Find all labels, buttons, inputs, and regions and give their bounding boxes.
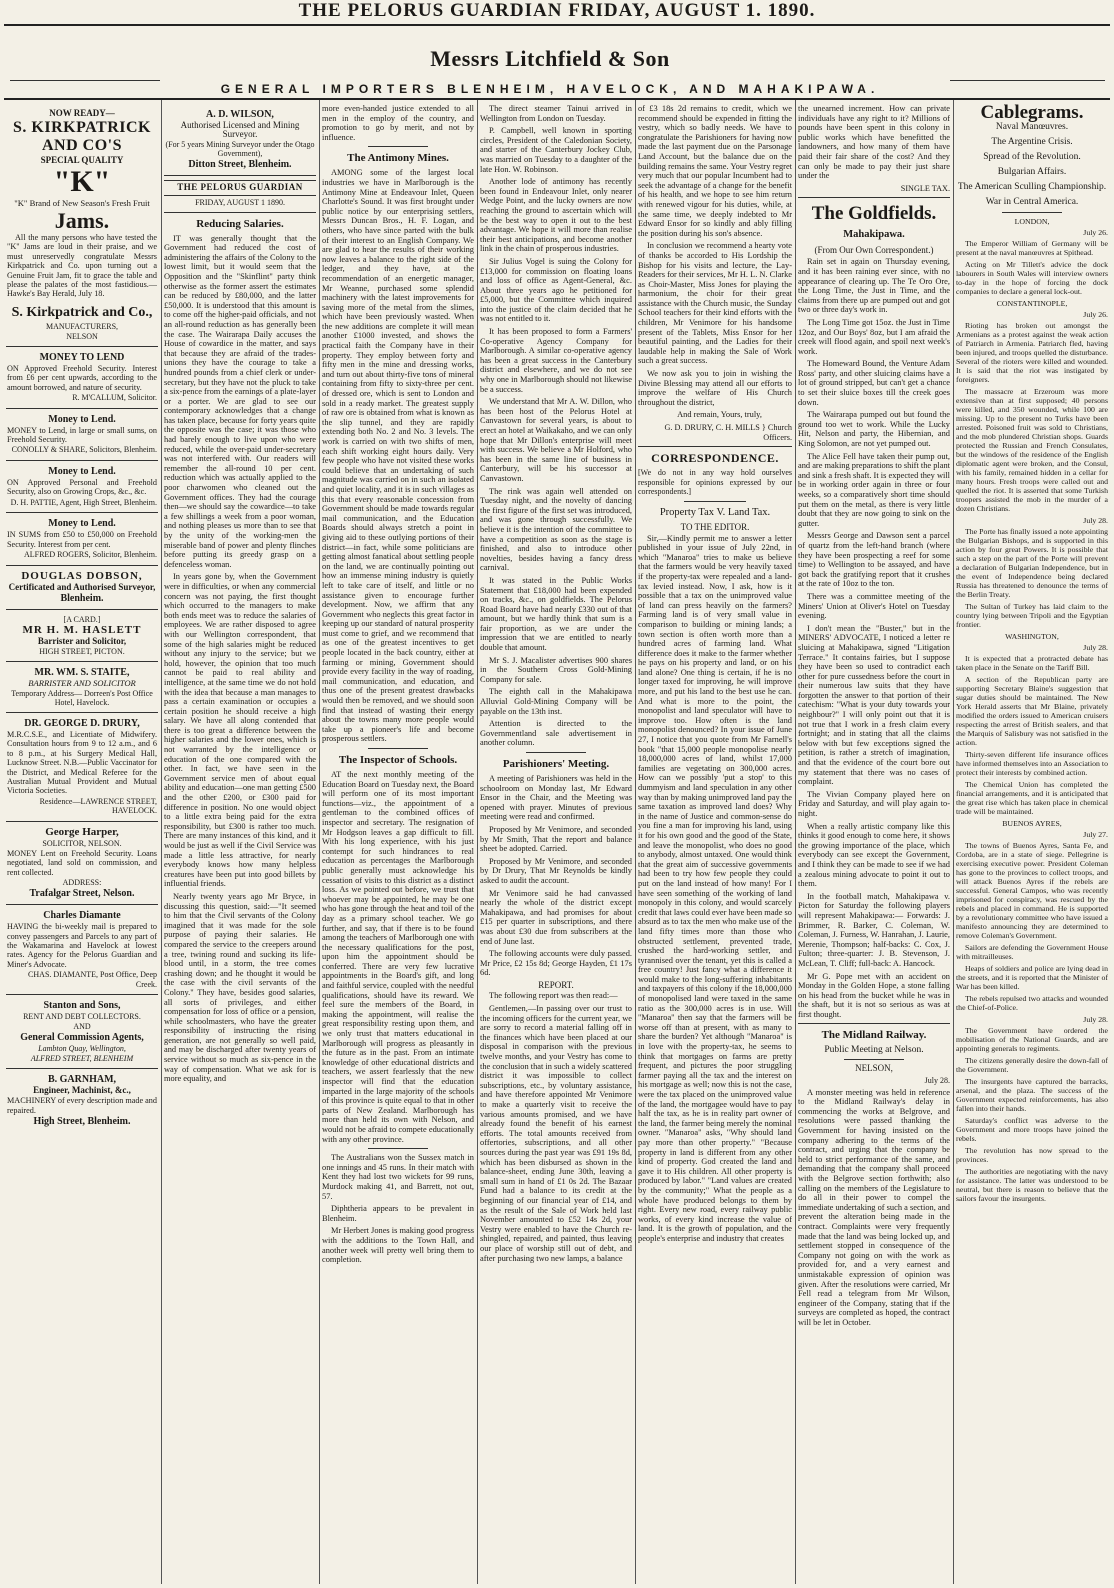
- column-6: [798, 104, 950, 1584]
- ad-title: Money to Lend.: [48, 413, 116, 425]
- cable-subheading: Bulgarian Affairs.: [997, 166, 1067, 177]
- paragraph: The Wairarapa pumped out but found the ground too wet to work. While the Lucky Hit, Nelson and party, the Hibernian, and King Solomon, are not yet pumped out.: [798, 410, 950, 449]
- column-rule: [477, 100, 478, 1584]
- paragraph: the unearned increment. How can private individuals have any right to it? Millions of pounds have been spent in this colony in public works which have benefitted the landowners, and how many of them have paid their fair share of the cost? And they can only be made to pay their just share under the: [798, 104, 950, 181]
- paragraph: The following report was then read:—: [489, 991, 618, 1001]
- ad-body: M.R.C.S.E., and Licentiate of Midwifery. Consultation hours from 9 to 12 a.m., and 6 to 8 p.m., at his Surgery Medical Hall, Lucknow Street. N.B.—Public Vaccinator for the District, and Medical Referee for the Australian Mutual Provident and Mutual Victoria Societies.: [7, 729, 157, 796]
- ad-signature: CHAS. DIAMANTE, Post Office, Deep Creek.: [28, 970, 157, 989]
- paragraph: There was a committee meeting of the Miners' Union at Oliver's Hotel on Tuesday evening.: [798, 591, 950, 621]
- kirkpatrick-company: S. Kirkpatrick and Co.,: [11, 304, 153, 320]
- advertisement-banner: [150, 46, 950, 96]
- article-heading-antimony: The Antimony Mines.: [347, 152, 449, 165]
- ad-title: Charles Diamante: [43, 910, 121, 922]
- ad-title: A. D. WILSON,: [206, 109, 274, 120]
- column-3: [322, 104, 474, 1584]
- kirkpatrick-firm: S. KIRKPATRICK AND CO'S: [13, 119, 151, 154]
- paragraph: The Emperor William of Germany will be present at the naval manœuvres at Spithead.: [956, 238, 1108, 257]
- letter-heading-property-tax: Property Tax V. Land Tax.: [659, 506, 771, 518]
- ad-title: Money to Lend.: [48, 518, 116, 530]
- ad-body: HAVING the bi-weekly mail is prepared to convey passengers and Parcels to any part of the Wakamarina and Havelock at lowest rates. Agency for the Pelorus Guardian and Miner's Advocate.: [7, 922, 157, 969]
- kirkpatrick-advertisement: [6, 104, 158, 347]
- to-the-editor: TO THE EDITOR.: [680, 521, 750, 532]
- paragraph: The Sultan of Turkey has laid claim to the country lying between Tripoli and the Egyptian frontier.: [956, 601, 1108, 629]
- paragraph: The Homeward Bound, the Venture Adam Ross' party, and other sluicing claims have a lot of ground stripped, but can't get a chance to set their sluice boxes till the creek goes down.: [798, 359, 950, 407]
- paragraph: Thirty-seven different life insurance offices have informed themselves into an Association to protect their interests by combined action.: [956, 749, 1108, 777]
- paragraph: Sailors are defending the Government House with mitrailleuses.: [956, 942, 1108, 961]
- paragraph: The rebels repulsed two attacks and wounded the Chief-of-Police.: [956, 993, 1108, 1012]
- ad-title: MR H. M. HASLETT: [22, 623, 142, 636]
- cable-subheading: Spread of the Revolution.: [983, 151, 1081, 162]
- ad-signature: HIGH STREET, PICTON.: [39, 646, 125, 656]
- column-rule: [161, 100, 162, 1584]
- paragraph: Saturday's conflict was adverse to the Government and more troops have joined the rebels.: [956, 1115, 1108, 1143]
- ad-body: Authorised Licensed and Mining Surveyor.: [180, 120, 300, 139]
- ad-address-label: ADDRESS:: [62, 878, 102, 888]
- paragraph: Heaps of soldiers and police are lying dead in the streets, and it is reported that the Minister of War has been killed.: [956, 963, 1108, 991]
- paragraph: The following accounts were duly passed. Mr Price, £2 15s 8d; George Hayden, £1 17s 6d.: [480, 949, 632, 978]
- ad-body: General Commission Agents,: [20, 1032, 144, 1044]
- ad-signature: Temporary Address— Dorreen's Post Office Hotel, Havelock.: [11, 688, 153, 707]
- paragraph: The Government have ordered the mobilisation of the National Guards, and are appointing generals to regiments.: [956, 1025, 1108, 1053]
- ad-address-1: Lambton Quay, Wellington,: [38, 1044, 126, 1054]
- paragraph: The Chemical Union has completed the financial arrangements, and it is anticipated that the great rise which has taken place in chemical trade will be maintained.: [956, 779, 1108, 816]
- masthead-rule: [4, 24, 1110, 26]
- harper-advertisement: [6, 822, 158, 905]
- ad-address-2: ALFRED STREET, BLENHEIM: [30, 1054, 134, 1064]
- ad-signature: Blenheim.: [60, 592, 104, 604]
- article-heading-inspector: The Inspector of Schools.: [338, 754, 458, 766]
- paragraph: The Long Time got 15oz. the Just in Time 12oz, and Our Boys' 8oz, but I am afraid the creek will flood again, and spoil next week's work.: [798, 317, 950, 356]
- paper-name-heading: THE PELORUS GUARDIAN: [164, 180, 316, 196]
- rogers-advertisement: [6, 513, 158, 565]
- ad-body: Certificated and Authorised Surveyor,: [8, 581, 156, 592]
- paragraph: Sir,—Kindly permit me to answer a letter published in your issue of July 22nd, in which "Manaroa" tries to make us believe that the farmers would be very heavily taxed if the property-tax were repealed and a land-tax levied instead. Now, I ask, how is it possible that a tax on the unimproved value of land can press heavily on the farmers? Farming land is of very small value in comparison to building or mining lands; a town section is often worth more than a hundred acres of farming land. What difference does it make to the farmer whether he pays on his property and land, or on his land alone? One thing is certain, if he is no longer taxed for improving, he will improve more, and put his land to the best use he can. And what is more to the point, the monopolist and land speculator will have to improve too. How often is the land monopolist denounced? In your issue of June 27, I notice that you quote from Mr Farnell's book "that 15,000 people monopolise nearly 18,000,000 acres of land, whilst 17,000 families are vegetating on 300,000 acres. How can we possibly 'put a stop' to this dummyism and land speculation in any other way than by making unimproved land pay the same taxation as improved land does? Why in the name of Justice and common-sense do you fine a man for improving his land, using it for his own good and the good of the State, and leave the monopolist, who does no good to anybody, almost untaxed. One would think that the great aim of successive governments had been to try how few people they could put on the land instead of how many! For I have seen something of the working of land monopoly in this colony, and would scarcely credit that laws could ever have been made so absurd as to tax the men who make use of the land fifty times more than those who obstructed settlement, prevented trade, crushed the hard-working settler, and tyrannised over the tenant, yet this is called a free country! Just fancy what a difference it would make to the long-suffering inhabitants and taxpayers of this colony if the 18,000,000 of monopolised land were taxed in the same ratio as the 300,000 acres is in use. Will "Manaroa" then say that the farmers will be worse off than at present, with as many to share the burden? Yet although "Manaroa" is in love with the property-tax, he seems to think that mortgages on farms are pretty frequent, and pictures the poor struggling farmer paying all the tax and the interest on his mortgage as well; now this is not the case, were the tax placed on the unimproved value of the land, the mortgagee would have to pay half the tax, as he is in reality part owner of the land, the farmer being merely the nominal owner. "Manaroa" asks, "Why should land pay more than other property." "Because property in land is different from any other kind of property. God created the land and gave it to His children. All other property is produced by labor." "Land values are created by the community;" What the people as a whole have produced belongs to them by right. Every new road, every railway public works, of every kind increase the value of land. It is the growth of population, and the people's enterprise and industry that creates: [638, 533, 792, 1243]
- paragraph: AMONG some of the largest local industries we have in Marlborough is the Antimony Mine at Endeavour Inlet, Queen Charlotte's Sound. It was first brought under public notice by our enterprising settlers, Messrs Duncan Bros., H. F. Logan, and others, who have since parted with the bulk of their interest to an English Company. We are glad to hear the results of their working now leaves a balance to the right side of the ledger, and they have, at the recommendation of an energetic manager, Mr Weanne, purchased some splendid machinery with the latest improvements for saving more of the metal from the slimes, which have been previously wasted. When the new additions are complete it will mean another £1000 invested, and shows the practical faith the Company have in their property. They employ between forty and fifty men in the mine and dressing works, and turn out about thirty-five tons of mineral containing from fifty to sixty-three per cent. of dressed ore, which is sent to London and sold in a ready market. The greatest supply of raw ore is obtained from what is known as the slip tunnel, and they are rapidly extending both No. 2 and No. 3 levels. The work is carried on with two shifts of men, each shift working eight hours daily. Very few people who have not visited these works could believe that an undertaking of such magnitude was carried on in such an isolated and quiet locality, and it is in such villages as this that every reasonable concession from Government should be made towards regular mail communication, and the Education Boards should always stretch a point in giving aid to these outlying portions of their district—in fact, while some politicians are getting almost fanatical about settling people on the land, we are continually pointing out how an immense mining industry is quietly left to take care of itself, and little or no assistance given to encourage further development. Now, we affirm that any Government who neglects this great factor in keeping up our standard of natural prosperity must come to grief, and we recommend that as one of the greatest incentives to get people located in the back country, either at farming or mining, Government should provide every facility in the way of roading, mail communication, and education, and thus one of the present greatest drawbacks would then be removed, and we should soon find that instead of wasting their energy about the towns many more people would take up a pioneer's life and become prosperous settlers.: [322, 168, 474, 744]
- paragraph: The direct steamer Tainui arrived in Wellington from London on Tuesday.: [480, 104, 632, 123]
- ad-signature: Trafalgar Street, Nelson.: [29, 888, 135, 900]
- church-officers-signature: G. D. DRURY, C. H. MILLS } Church Officers.: [664, 423, 792, 442]
- paragraph: Mr S. J. Macalister advertises 900 shares in the Southern Cross Gold-Mining Company for sale.: [480, 655, 632, 684]
- column-rule: [795, 100, 796, 1584]
- ad-note: (For 5 years Mining Surveyor under the Otago Government),: [165, 140, 315, 158]
- ad-signature: Residence—LAWRENCE STREET, HAVELOCK.: [39, 796, 157, 816]
- article-heading-reducing-salaries: Reducing Salaries.: [196, 217, 284, 230]
- paragraph: The citizens generally desire the down-fall of the Government.: [956, 1055, 1108, 1074]
- manufacturers: MANUFACTURERS,: [45, 321, 119, 331]
- banner-dash-left: [10, 80, 160, 81]
- ad-subtitle: Engineer, Machinist, &c.,: [33, 1085, 131, 1096]
- paragraph: Acting on Mr Tillett's advice the dock labourers in South Wales will interview owners to-day in the hope of forcing the dock companies to declare a general lock-out.: [956, 259, 1108, 296]
- paragraph: Rioting has broken out amongst the Armenians as a protest against the weak action of Patriarch in Armenia. Patriarch fled, having been injured, and troops quelled the disturbance. Several of the rioters were killed and wounded. It is said that the riot was instigated by foreigners.: [956, 320, 1108, 384]
- cable-subheading: War in Central America.: [985, 196, 1079, 207]
- ad-signature: D. H. PATTIE, Agent, High Street, Blenheim.: [10, 497, 157, 507]
- conolly-share-advertisement: [6, 409, 158, 461]
- own-correspondent: (From Our Own Correspondent.): [814, 245, 934, 256]
- paragraph: Attention is directed to the Governmentland sale advertisement in another column.: [480, 719, 632, 748]
- correspondence-heading: CORRESPONDENCE.: [651, 451, 779, 466]
- article-heading-parishioners: Parishioners' Meeting.: [502, 758, 610, 770]
- paragraph: The massacre at Erzeroum was more extensive than at first supposed; 40 persons were killed, and 350 wounded, while 100 are missing. Up to the present no Turks have been arrested. Poisoned fruit was sold to Christians, and the mob plundered Christian shops. Guards protected the Russian and French Consulates, but the windows of the residence of the English diplomatic agent were broken, and the Consul, with his family, remained hidden in a cellar for many hours. Fresh troops were called out and quelled the riot. It is asserted that some Turkish troopers assisted the mob in the murder of a dozen Christians.: [956, 386, 1108, 513]
- paragraph: Gentlemen,—In passing over our trust to the incoming officers for the current year, we are sorry to record a material falling off in the finances which have been placed at our disposal in comparison with the previous twelve months, and your Vestry has come to the conclusion that in such a widely scattered district it was impossible to collect subscriptions, etc., by voluntary assistance, and have therefore appointed Mr Venimore to make a quarterly visit to receive the various amounts promised, and we have already found the benefit of his earnest efforts. The total amounts received from offertories, subscriptions, and all other sources during the past year was £91 19s 8d, which has been disbursed as shown in the balance-sheet, ending June 30th, leaving a small sum in hand of £1 0s 2d. The Bazaar Fund had a balance to its credit at the beginning of our financial year of £14, and as the result of the Sale of Work held last November amounted to £52 14s 2d, your Vestry were enabled to have the Church re-shingled, repaired, and painted, thus leaving our place of worship still out of debt, and after purchasing two new lamps, a balance: [480, 1004, 632, 1263]
- dateline-date: July 26.: [1083, 309, 1108, 319]
- paragraph: IT was generally thought that the Government had reduced the cost of administering the affairs of the Colony to the lowest limit, but it would seem that the Opposition and the "Skinflint" party think otherwise as the former assert the estimates can be reduced by £80,000, and the latter £50,000. It is understood that this amount is to come off the higher-paid officials, and not an all-round reduction as has generally been the case. The Wairarapa Daily accuses the House of cowardice in the matter, and says that because they are afraid of the trades-unions they have the courage to take a hundred pounds from a chief clerk or under-secretary, but they have not the pluck to take a six-pence from the earnings of a plate-layer or a porter. We are glad to see our contemporary acknowledges that a change has taken place, because for forty years quite the opposite was the case; it was those who had barely enough to live upon who were reduced, while the over-paid under-secretary was not interfered with. Our readers will remember the all-round 10 per cent. reduction which was actually applied to the poor charwomen who cleaned out the Government offices. They had the courage then—we should say the cowardice—to take a few shillings a week from a poor woman, and nothing pleases us more than to see that by the unity of the working-men the miserable band of power and plenty flinches before putting its greedy grasp on a defenceless woman.: [164, 233, 316, 569]
- ad-body: MACHINERY of every description made and repaired.: [7, 1096, 157, 1115]
- banner-rule: [4, 98, 1110, 100]
- dobson-advertisement: [6, 566, 158, 610]
- paragraph: The eighth call in the Mahakipawa Alluvial Gold-Mining Company will be payable on the 13th inst.: [480, 687, 632, 716]
- column-7-cablegrams: [956, 104, 1108, 1584]
- paragraph: Proposed by Mr Venimore, and seconded by Mr Smith, That the report and balance sheet be adopted. Carried.: [480, 824, 632, 854]
- column-rule: [635, 100, 636, 1584]
- dateline-date: July 27.: [1083, 829, 1108, 839]
- midland-railway-heading: The Midland Railway.: [821, 1029, 927, 1042]
- paragraph: A section of the Republican party are supporting Secretary Blaine's suggestion that sugar duties should be maintained. The New York Herald asserts that Mr Blaine, privately modified the orders issued to American cruisers respecting the arrest of British sealers, and that the Marquis of Salisbury was not satisfied in the action.: [956, 674, 1108, 747]
- wilson-advertisement: [164, 104, 316, 176]
- diamante-advertisement: [6, 905, 158, 995]
- column-1-advertisements: [6, 104, 158, 1584]
- ad-title: MONEY TO LEND: [39, 351, 125, 363]
- dateline-date: July 28.: [1083, 642, 1108, 652]
- paragraph: We understand that Mr A. W. Dillon, who has been host of the Pelorus Hotel at Canvastown for several years, is about to erect an hotel at Waikakaho, and we can only hope that Mr Dillon's enterprise will meet with success. We believe a Mr Holford, who has been in the same line of business in Canterbury, will be his successor at Canvastown.: [480, 397, 632, 483]
- paragraph: The Alice Fell have taken their pump out, and are making preparations to shift the plant and sink a fresh shaft. It is expected they will be in working order again in three or four weeks, so a comparatively short time should put them on the metal, as there is very little doubt that they are now going to sink on the gutter.: [798, 451, 950, 528]
- ad-title: DOUGLAS DOBSON,: [21, 569, 143, 582]
- ad-signature: Ditton Street, Blenheim.: [188, 159, 292, 170]
- ad-card-label: [A CARD.]: [63, 614, 101, 624]
- paragraph: It is expected that a protracted debate has taken place in the Senate on the Tariff Bill.: [956, 653, 1108, 672]
- ad-body: IN SUMS from £50 to £50,000 on Freehold Security. Interest from per cent.: [7, 530, 157, 549]
- ad-title: DR. GEORGE D. DRURY,: [24, 717, 140, 729]
- rule: [368, 1148, 429, 1149]
- ad-title: George Harper,: [45, 825, 119, 838]
- column-5: [638, 104, 792, 1584]
- cable-subheading: Naval Manœuvres.: [995, 121, 1069, 132]
- paragraph: Sir Julius Vogel is suing the Colony for £13,000 for commission on floating loans and loss of office as Agent-General, &c. About three years ago he petitioned for £5,000, but the Committee which inquired into the justice of the claim decided that he was not entitled to it.: [480, 256, 632, 324]
- ad-body: Barrister and Solicitor,: [37, 635, 127, 646]
- paragraph: Messrs George and Dawson sent a parcel of quartz from the left-hand branch (where they have been prospecting a reef for some time) to Wellington to be assayed, and have got back the gratifying report that it crushes at the rate of 10oz to the ton.: [798, 531, 950, 589]
- ad-signature: CONOLLY & SHARE, Solicitors, Blenheim.: [11, 445, 157, 455]
- rule: [1002, 212, 1063, 213]
- ad-title: Money to Lend.: [48, 466, 116, 478]
- ad-title: MR. WM. S. STAITE,: [34, 666, 130, 678]
- staite-advertisement: [6, 662, 158, 713]
- paragraph: In conclusion we recommend a hearty vote of thanks be accorded to His Lordship the Bishop for his visits and lecture, the Lay-Readers for their services, Mr H. L. N. Clarke as Choir-Master, Miss Jones for playing the harmonium, the choir for their great assistance with the Church music, the Sunday School teachers for their kind efforts with the children, Mr Venimore for his handsome present of the Tablets, Miss Ensor for her beautiful painting, and the Ladies for their laudable help in making the Sale of Work such a great success.: [638, 241, 792, 366]
- dateline-place: NELSON,: [855, 1063, 893, 1074]
- ad-signature: High Street, Blenheim.: [33, 1116, 131, 1128]
- dateline-place: WASHINGTON,: [1005, 631, 1059, 641]
- jams-heading: Jams.: [54, 208, 110, 233]
- rule: [844, 1059, 905, 1060]
- rule: [368, 748, 429, 749]
- ad-and: AND: [73, 1022, 91, 1032]
- jams-blurb: All the many persons who have tested the "K" Jams are loud in their praise, and we must unreservedly congratulate Messrs Kirkpatrick and Co. upon turning out a Genuine Fruit Jam, fit to grace the table and please the palates of the most fastidious.—Hawke's Bay Herald, July 18.: [7, 233, 157, 299]
- column-4: [480, 104, 632, 1584]
- ad-body: ON Approved Freehold Security. Interest from £6 per cent upwards, according to the amount borrowed, and nature of security.: [7, 363, 157, 392]
- paragraph: of £3 18s 2d remains to credit, which we recommend should be expended in fitting the vestry, which so badly needs. We have to congratulate the Parishioners for having now made the last payment due on the Parsonage Land Account, but the balance due on the building remains the same. Your Vestry regret very much that our popular Incumbent had to seek the advantage of a change for the benefit of his health, and we hope to see him return with renewed vigour for his duties, while, at the same time, we deeply indebted to Mr Edward Ensor for so kindly and ably filling the position during his son's absence.: [638, 104, 792, 238]
- garnham-advertisement: [6, 1069, 158, 1132]
- paragraph: Proposed by Mr Venimore, and seconded by Dr Drury, That Mr Reynolds be kindly asked to audit the account.: [480, 856, 632, 885]
- paragraph: It has been proposed to form a Farmers' Co-operative Agency Company for Marlborough. A similar co-operative agency has been a great success in the Canterbury district and elsewhere, and we do not see why one in Marlborough should not likewise be a success.: [480, 327, 632, 394]
- k-brand-mark: "K": [53, 165, 111, 198]
- ad-signature: ALFRED ROGERS, Solicitor, Blenheim.: [23, 550, 157, 560]
- mccallum-advertisement: [6, 347, 158, 409]
- cable-subheading: The Argentine Crisis.: [991, 136, 1073, 147]
- dateline-date: July 28.: [1083, 515, 1108, 525]
- paragraph: Rain set in again on Thursday evening, and it has been raining ever since, with no appearance of clearing up. The Te Oro Ore, the Long Time, the Just in Time, and the claims from there up are pumped out and got two or three day's work in.: [798, 257, 950, 315]
- rule: [638, 446, 792, 447]
- ad-title: Stanton and Sons,: [43, 1000, 121, 1012]
- dateline-place: LONDON,: [1014, 216, 1050, 226]
- ad-body: ON Approved Personal and Freehold Security, also on Growing Crops, &c., &c.: [7, 478, 157, 497]
- midland-subheading: Public Meeting at Nelson.: [824, 1045, 924, 1056]
- paragraph: more even-handed justice extended to all men in the employ of the country, and promotion to go by merit, and not by influence.: [322, 104, 474, 142]
- paragraph: Mr G. Pope met with an accident on Monday in the Golden Hope, a stone falling on his head from the bucket while he was in the shaft, but it is not so serious as was at first thought.: [798, 971, 950, 1019]
- single-tax-signature: SINGLE TAX.: [900, 183, 950, 193]
- rule: [684, 501, 746, 502]
- column-2: [164, 104, 316, 1584]
- rule: [526, 752, 587, 753]
- drury-advertisement: [6, 713, 158, 822]
- dateline-date: July 28.: [1083, 1014, 1108, 1024]
- dateline-place: CONSTANTINOPLE,: [996, 298, 1068, 308]
- paragraph: Mr Herbert Jones is making good progress with the additions to the Town Hall, and another week will pretty well bring them to completion.: [322, 1226, 474, 1265]
- nelson: NELSON: [66, 331, 98, 341]
- paragraph: Mr Venimore said he had canvassed nearly the whole of the district except Mahakipawa, and had promises for about £15 per quarter in subscriptions, and there was about £30 due from subscribers at the end of June last.: [480, 888, 632, 946]
- paragraph: It was stated in the Public Works Statement that £18,000 had been expended on tracks, &c., on goldfields. The Pelorus Road Board have had nearly £330 out of that amount, but we hardly think that sum is a fair proportion, as we are under the impression that we are entitled to nearly double that amount.: [480, 575, 632, 653]
- dateline-date: July 28.: [924, 1076, 950, 1086]
- paragraph: The Vivian Company played here on Friday and Saturday, and will play again to-night.: [798, 789, 950, 818]
- dateline-place: BUENOS AYRES,: [1002, 818, 1062, 828]
- paragraph: Nearly twenty years ago Mr Bryce, in discussing this question, said:—"It seemed to him that the Civil servants of the Colony imagined that it was made for the sole purpose of paying their salaries. He compared the service to the creepers around a tree, twining round and sucking its life-blood until, in a storm, the tree comes crashing down; and he thought it would be the case with the civil servants of the Colony." They have, besides good salaries, all sorts of privileges, and either compensation for loss of office or a pension, while schoolmasters, who have the greater responsibility of instructing the rising generation, are not generally so well paid, and may be discharged after twenty years of service without so much as six-pence in the way of compensation. What we ask for is more equality, and: [164, 891, 316, 1084]
- rule: [798, 1023, 950, 1024]
- dateline-date: July 26.: [1083, 227, 1108, 237]
- paragraph: The rink was again well attended on Tuesday night, and the novelty of dancing the first figure of the first set was introduced, and was gone through successfully. We believe it is the intention of the committee to have a competition as soon as the stage is finished, and also to introduce other novelties, besides having a fancy dress carnival.: [480, 486, 632, 573]
- stanton-advertisement: [6, 995, 158, 1069]
- paragraph: Diphtheria appears to be prevalent in Blenheim.: [322, 1204, 474, 1223]
- masthead: THE PELORUS GUARDIAN FRIDAY, AUGUST 1. 1890.: [298, 0, 816, 21]
- paragraph: Another lode of antimony has recently been found in Endeavour Inlet, only nearer Wedge Point, and the lucky owners are now reaching the ground to ascertain which will be the best way to open it out to the best advantage. We hope it will more than realise their best anticipations, and become another link in the chain of prosperous industries.: [480, 177, 632, 254]
- ad-title: B. GARNHAM,: [47, 1074, 117, 1086]
- paragraph: AT the next monthly meeting of the Education Board on Tuesday next, the Board will perform one of its most important functions—viz., the appointment of a gentleman to the combined offices of inspector and secretary. The resignation of Mr Hodgson leaves a gap difficult to fill. With his long experience, with his just contempt for such hindrances to real education as percentages the Marlborough public generally must acknowledge his cessation of visits to this district as a distinct loss. As we pointed out before, we trust that whoever may be appointed, he may be one who has gone through the heat and toil of the day as a primary school teacher. We go further, and say, that if there is to be found among the teachers of Marlborough one with the necessary qualifications for the post, upon him the appointment should be conferred. There are very few lucrative appointments in the Board's gift, and long and faithful service, coupled with the needful qualifications, should have its reward. We feel sure the members of the Board, in making the appointment, will realise the great responsibility resting upon them, and we only trust that matters educational in Marlborough will progress as pleasantly in the future as in the past. From an intimate knowledge of other educational districts and teachers, we assert fearlessly that the new inspector will find that the education imparted in the large majority of the schools of this province is quite equal to that in other parts of New Zealand. Marlborough has more than held its own with Nelson, and would not be afraid to compete educationally with any other province.: [322, 770, 474, 1144]
- column-rule: [319, 100, 320, 1584]
- paragraph: P. Campbell, well known in sporting circles, President of the Caledonian Society, and starter of the Canterbury Jockey Club, was married on Tuesday to a daughter of the late Hon. W. Robinson.: [480, 126, 632, 174]
- pattie-advertisement: [6, 461, 158, 513]
- goldfields-heading: The Goldfields.: [811, 203, 937, 225]
- paragraph: I don't mean the "Buster," but in the MINERS' ADVOCATE, I noticed a letter re sluicing at Mahakipawa, signed "Litigation Terrace." It contains fairies, but I suppose they have been so used to contradict each other for pure cussedness before the court in their numerous law suits that they have forgotten the answer to that portion of their catechism: "What is your duty towards your neighbour?" I will only point out that it is not true that I work in a fresh claim every fortnight; and in stating that all the claims below with but few exceptions signed the petition, is rather a stretch of imagination, and that the evidence of the court bore out my statement that there was no cases of complaint.: [798, 623, 950, 787]
- column-rule: [953, 100, 954, 1584]
- rule: [164, 212, 316, 213]
- paragraph: The Porte has finally issued a note appointing the Bulgarian Bishops, and is supported in this action by four great Powers. It is possible that such a step on the part of the Porte will prevent a declaration of Bulgarian Independence, but in the event of Independence being declared Russia has threatened to denounce the terms of the Berlin Treaty.: [956, 526, 1108, 599]
- paragraph: The Australians won the Sussex match in one innings and 45 runs. In their match with Kent they had lost two wickets for 99 runs, Murdock making 41, and Barrett, not out, 57.: [322, 1153, 474, 1201]
- banner-line: GENERAL IMPORTERS BLENHEIM, HAVELOCK, AND MAHAKIPAWA.: [220, 82, 880, 96]
- paragraph: And remain, Yours, truly,: [677, 410, 762, 420]
- rule: [368, 146, 429, 147]
- ad-signature: R. M'CALLUM, Solicitor.: [72, 393, 157, 403]
- haslett-advertisement: [6, 610, 158, 662]
- special-quality: SPECIAL QUALITY: [40, 155, 124, 165]
- cable-subheading: The American Sculling Championship.: [957, 181, 1107, 192]
- cablegrams-heading: Cablegrams.: [980, 104, 1084, 123]
- rule: [798, 197, 950, 198]
- paragraph: The towns of Buenos Ayres, Santa Fe, and Cordoba, are in a state of siege. Pellegrine is exercising executive power. President Coleman has gone to the provinces to collect troops, and will attack Buenos Ayres if the rebels are successful. General Campos, who was recently imprisoned for conspiracy, was rescued by the rebels and placed in command. He is supported by a revolutionary committee who have issued a manifesto announcing they are determined to remove Coleman's Government.: [956, 840, 1108, 940]
- paragraph: A meeting of Parishioners was held in the schoolroom on Monday last, Mr Edward Ensor in the Chair, and the Meeting was opened with prayer. Minutes of previous meeting were read and confirmed.: [480, 774, 632, 822]
- editor-note: [We do not in any way hold ourselves responsible for opinions expressed by our correspondents.]: [638, 468, 792, 497]
- report-label: REPORT.: [538, 979, 574, 990]
- ad-body: BARRISTER AND SOLICITOR: [28, 677, 136, 688]
- paragraph: The authorities are negotiating with the navy for assistance. The latter was understood to be neutral, but there is reason to believe that the sailors favour the insurgents.: [956, 1166, 1108, 1203]
- paragraph: A monster meeting was held in reference to the Midland Railway's delay in commencing the works at Belgrove, and resolutions were passed thanking the Government for having insisted on the company adhering to the terms of the contract, and urging that the company be held to strict performance of the same, and demanding that the company shall proceed with the Belgrove section forthwith; also calling on the members of the Legislature to do all in their power to compel the immediate undertaking of such a section, and prevent the alteration being made in the contract. Complaints were very frequently made that the land was being locked up, and settlement stopped in consequence of the Company not going on with the work as provided for, and a very earnest and unmistakable expression of opinion was given. After the resolutions were carried, Mr Fell read a telegram from Mr Wilson, engineer of the Company, stating that if the surveys are completed as hoped, the contract will be let in October.: [798, 1087, 950, 1327]
- now-ready: NOW READY—: [49, 108, 115, 118]
- ad-subtitle: RENT AND DEBT COLLECTORS.: [23, 1012, 141, 1022]
- mahakipawa-subheading: Mahakipawa.: [843, 229, 905, 241]
- banner-firm: Messrs Litchfield & Son: [430, 46, 670, 71]
- ad-body: MONEY Lent on Freehold Security. Loans negotiated, land sold on commission, and rent collected.: [7, 848, 157, 877]
- banner-dash-right: [950, 80, 1105, 81]
- paragraph: In years gone by, when the Government were in difficulties, or when any commercial concern was not paying, the first thought which occurred to the managers to make both ends meet was to reduce the salaries of employees. We are rather disposed to agree with our Wellington correspondent, that some of the high salaries might be reduced without any injury to the service; but we hold, however, the opinion that too much cannot be paid to real ability and intelligence, at the same time we do not hold with the idea that because a man manages to pass a certain examination or occupies a certain position he should receive a high salary. We have all along contended that there is too great a difference between the higher salaries and the lower ones, which is not warranted by the intelligence or education of the one compared with the other. In fact, we have seen in the Government service men of about equal ability and education—one man getting £500 and the other £200, or £300 paid for difference in position. No one would object to a little extra being paid for the extra responsibility, but £300 is rather too much. There are many instances of this kind, and it would be just as well if the Civil Service was made a little less attractive, for nearly everybody knows how many helpless creatures have been put into good billets by influential friends.: [164, 572, 316, 889]
- paragraph: When a really artistic company like this thinks it good enough to come here, it shows the growing importance of the place, which everybody can see except the Government, and I think they can be made to see if we had a zealous mining advocate to point it out to them.: [798, 821, 950, 889]
- paragraph: In the football match, Mahakipawa v. Picton for Saturday the following players will represent Mahakipawa:— Forwards: J. Brimmer, R. Barker, C. Coleman, W. Coleman, J. Furness, W. Hanrahan, J. Laurie, Merenie, Thompson; half-backs: C. Cox, J. Fulton; three-quarter: J. B. Stevenson, J. McLean, T. Cliff; full-back: A. Hancock.: [798, 891, 950, 968]
- ad-subtitle: SOLICITOR, NELSON.: [42, 838, 122, 848]
- brand-line: "K" Brand of New Season's Fresh Fruit: [14, 198, 150, 208]
- ad-body: MONEY to Lend, in large or small sums, on Freehold Security.: [7, 425, 157, 445]
- issue-date: FRIDAY, AUGUST 1 1890.: [195, 197, 285, 207]
- paragraph: We now ask you to join in wishing the Divine Blessing may attend all our efforts to improve the welfare of His Church throughout the district,: [638, 369, 792, 407]
- paragraph: The insurgents have captured the barracks, arsenal, and the plaza. The success of the Government expected reinforcements, has also fallen into their hands.: [956, 1076, 1108, 1113]
- paragraph: The revolution has now spread to the provinces.: [956, 1145, 1108, 1164]
